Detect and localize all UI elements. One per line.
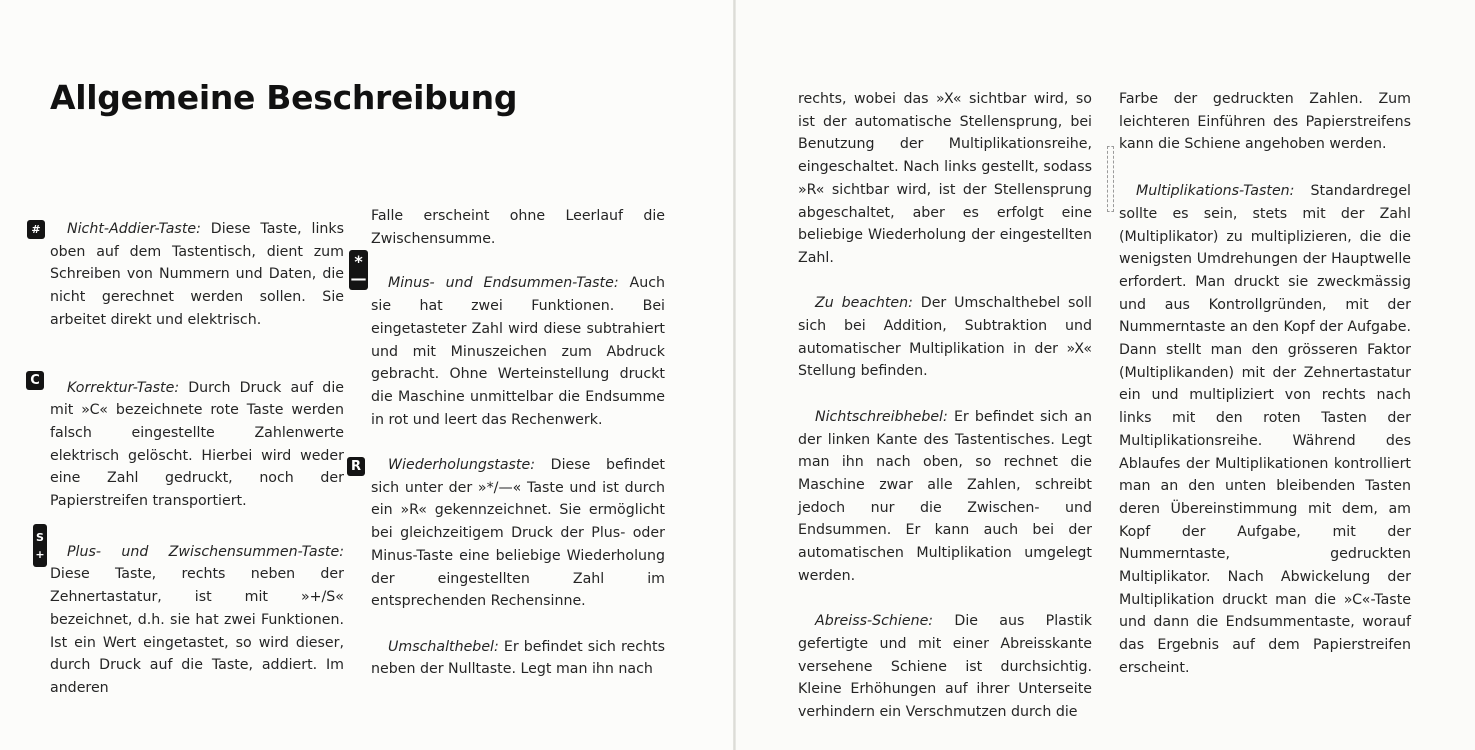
left-column-2 [371,205,665,704]
paragraph-plus [50,541,344,700]
term-nicht-addier: Nicht-Addier-Taste: [67,221,201,237]
key-star-label: * [354,252,363,271]
paragraph-abreiss [798,610,1092,724]
term-korrektur: Korrektur-Taste: [67,379,180,396]
plus-subtotal-key-icon [33,524,47,567]
minus-total-key-icon [349,250,368,290]
paragraph-rechts [798,88,1092,270]
term-beachten: Zu beachten: [815,295,913,312]
paragraph-farbe [1119,88,1411,156]
term-plus: Plus- und Zwischensummen-Taste: [67,543,344,560]
key-s-label: S [36,530,44,544]
paragraph-nichtschreib [798,406,1092,588]
text-plus: Diese Taste, rechts neben der Zehnertastatur, ist mit »+/S« bezeichnet, d.h. sie hat zwei Funktionen. Ist ein Wert eingetastet, so wird dieser, durch Druck auf die Taste, addiert. Im anderen [50,566,344,696]
paragraph-beachten [798,292,1092,383]
right-column-1 [798,88,1092,746]
text-abreiss: Die aus Plastik gefertigte und mit einer Abreisskante versehene Schiene ist durchsichtig. Kleine Erhöhungen auf ihrer Unterseite verhindern ein Verschmutzen durch die [798,613,1092,720]
page-title: Allgemeine Beschreibung [50,78,518,117]
text-multiplikation: Standardregel sollte es sein, stets mit der Zahl (Multiplikator) zu multiplizieren, die die wenigsten Umdrehungen der Hauptwelle erfordert. Man druckt sie zweckmässig und aus Kontrollgründen, mit der Nummerntaste an den Kopf der Aufgabe. Dann stellt man den grösseren Faktor (Multiplikanden) mit der Zehnertastatur ein und multipliziert von rechts nach links mit den roten Tasten der Multiplikationsreihe. Während des Ablaufes der Multiplikationen kontrolliert man an den unten bleibenden Tasten deren Übereinstimmung mit dem, am Kopf der Aufgabe, mit der Nummerntaste, gedruckten Multiplikator. Nach Abwickelung der Multiplikation druckt man die »C«-Taste und dann die Endsummentaste, worauf das Ergebnis auf dem Papierstreifen erscheint. [1119,183,1411,676]
term-nichtschreib: Nichtschreibhebel: [815,408,948,425]
term-minus: Minus- und Endsummen-Taste: [388,275,619,292]
paragraph-umschalt [371,636,665,681]
key-minus-label: — [350,269,367,288]
text-nicht-addier: Diese Taste, links oben auf dem Tastentisch, dient zum Schreiben von Nummern und Daten, die nicht gerechnet werden sollen. Sie arbeitet direkt und elektrisch. [50,221,344,328]
text-nichtschreib: Er befindet sich an der linken Kante des Tastentisches. Legt man ihn nach oben, so rechnet die Maschine zwar alle Zahlen, schreibt jedoch nur die Zwischen- und Endsummen. Er kann auch bei der automatischen Multiplikation umgelegt werden. [798,408,1092,584]
text-falle: Falle erscheint ohne Leerlauf die Zwischensumme. [371,208,665,247]
text-umschalt: Er befindet sich rechts neben der Nulltaste. Legt man ihn nach [371,638,665,678]
text-minus: Auch sie hat zwei Funktionen. Bei eingetasteter Zahl wird diese subtrahiert und mit Minuszeichen zum Abdruck gebracht. Ohne Werteinstellung druckt die Maschine unmittelbar die Endsumme in rot und leert das Rechenwerk. [371,275,666,428]
repeat-key-icon: R [347,457,365,476]
term-abreiss: Abreiss-Schiene: [815,613,934,630]
paragraph-korrektur [50,377,344,513]
dotted-ruler-icon [1107,146,1114,212]
text-wiederholung: Diese befindet sich unter der »*/—« Taste und ist durch ein »R« gekennzeichnet. Sie ermöglicht bei gleichzeitigem Druck der Plus- oder Minus-Taste eine beliebige Wiederholung der eingestellten Zahl im entsprechenden Rechensinne. [371,457,665,610]
paragraph-wiederholung [371,454,665,613]
non-add-key-icon: # [27,220,45,239]
right-column-2 [1119,88,1411,702]
left-page [0,0,734,750]
correction-key-icon: C [26,371,44,390]
paragraph-multiplikation [1119,180,1411,679]
text-farbe: Farbe der gedruckten Zahlen. Zum leichteren Einführen des Papierstreifens kann die Schiene angehoben werden. [1119,91,1411,153]
paragraph-falle [371,205,665,250]
term-umschalt: Umschalthebel: [388,638,499,655]
left-column-1 [50,218,344,722]
term-wiederholung: Wiederholungstaste: [388,457,535,474]
text-rechts: rechts, wobei das »X« sichtbar wird, so ist der automatische Stellensprung, bei Benutzung der Multiplikationsreihe, eingeschaltet. Nach links gestellt, sodass »R« sichtbar wird, ist der Stellensprung abgeschaltet, aber es erfolgt eine beliebige Wiederholung der eingestellten Zahl. [798,91,1092,266]
paragraph-minus [371,272,665,431]
text-korrektur: Durch Druck auf die mit »C« bezeichnete rote Taste werden falsch eingestellte Zahlenwerte elektrisch gelöscht. Hierbei wird weder eine Zahl gedruckt, noch der Papierstreifen transportiert. [50,379,344,510]
paragraph-nicht-addier [50,218,344,332]
text-beachten: Der Umschalthebel soll sich bei Addition, Subtraktion und automatischer Multiplikation in der »X« Stellung befinden. [798,295,1092,380]
term-multiplikation: Multiplikations-Tasten: [1136,183,1295,200]
key-plus-label: + [35,547,45,561]
